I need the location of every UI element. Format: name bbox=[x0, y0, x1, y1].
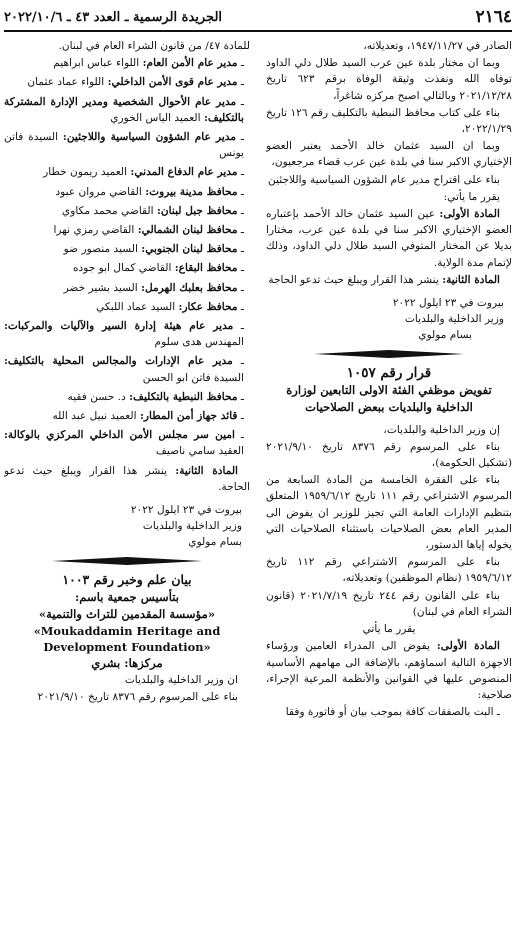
decides-heading: يقرر ما يأتي: bbox=[443, 190, 500, 203]
delegate-person: القاضي رمزي نهرا bbox=[53, 224, 135, 237]
notice-subject: بتأسيس جمعية باسم: bbox=[75, 589, 179, 604]
paragraph: وبما ان مختار بلدة عين عرب السيد طلال دلي الداود توفاه الله ونفذت وثيقة الوفاة برقم ٦٢٣ تاريخ ٢٠٢١/١٢/٢٨ وبالتالي اصبح مركزه شاغراً، bbox=[266, 57, 512, 102]
article-2 bbox=[4, 463, 250, 495]
delegate-title: محافظ النبطية بالتكليف: bbox=[129, 390, 238, 403]
delegate-title: محافظ لبنان الجنوبي: bbox=[141, 243, 238, 256]
article-text: عين السيد عثمان خالد الأحمد بإعتباره العضو الإختياري الاكبر سنا في بلدة عين عرب، مختارا بديلا عن المختار المتوفي السيد طلال دلي الداود، وذلك لإتمام مدة الولاية. bbox=[266, 208, 512, 269]
delegate-person: السيدة فاتن ابو الحسن bbox=[142, 371, 244, 384]
bullet-dash: ـ bbox=[237, 262, 244, 275]
delegate-item bbox=[4, 299, 250, 315]
article-text: ينشر هذا القرار ويبلغ حيث تدعو الحاجة bbox=[268, 273, 439, 286]
bullet-dash: ـ bbox=[236, 131, 244, 144]
article-2 bbox=[266, 272, 512, 288]
delegate-title: محافظ لبنان الشمالي: bbox=[137, 224, 238, 237]
delegates-list bbox=[4, 55, 250, 459]
association-name-en: «Moukaddamin Heritage and Development Foundation» bbox=[33, 623, 221, 654]
signature-date: بيروت في ٢٣ ايلول ٢٠٢٢ bbox=[392, 297, 504, 310]
signature-minister: وزير الداخلية والبلديات bbox=[142, 520, 242, 533]
bullet-dash: ـ bbox=[233, 320, 244, 333]
delegate-item bbox=[4, 318, 250, 350]
delegate-person: العقيد سامي ناصيف bbox=[155, 445, 244, 458]
paragraph: بناء على اقتراح مدير عام الشؤون السياسية واللاجئين bbox=[268, 173, 500, 186]
delegate-person: العميد الياس الخوري bbox=[110, 111, 201, 124]
delegate-person: العميد ريمون خطار bbox=[43, 166, 128, 179]
bullet-dash: ـ bbox=[237, 224, 244, 237]
page-header bbox=[4, 4, 512, 32]
delegate-item bbox=[4, 280, 250, 296]
delegate-person: السيد عماد اللبكي bbox=[96, 300, 176, 313]
delegate-title: محافظ البقاع: bbox=[174, 262, 238, 275]
article-text: ينشر هذا القرار ويبلغ حيث تدعو الحاجة. bbox=[4, 464, 250, 493]
paragraph: بناء على المرسوم الاشتراعي رقم ١١٢ تاريخ ١٩٥٩/٦/١٢ (نظام الموظفين) وتعديلاته، bbox=[266, 556, 512, 585]
paragraph: بناء على كتاب محافظ النبطية بالتكليف رقم ١٢٦ تاريخ ٢٠٢٢/١/٢٩، bbox=[266, 106, 512, 136]
paragraph: إن وزير الداخلية والبلديات، bbox=[383, 423, 500, 436]
bullet-dash: ـ bbox=[237, 57, 244, 70]
notice-title: بيان علم وخبر رقم ١٠٠٣ bbox=[62, 571, 192, 587]
bullet-dash: ـ bbox=[237, 243, 244, 256]
delegate-item bbox=[4, 129, 250, 161]
bullet-dash: ـ bbox=[232, 355, 244, 368]
paragraph: بناء على المرسوم رقم ٨٣٧٦ تاريخ ٢٠٢١/٩/١٠ bbox=[37, 690, 238, 703]
bullet-dash: ـ bbox=[237, 166, 244, 179]
delegate-item bbox=[4, 408, 250, 424]
paragraph: بناء على الفقرة الخامسة من المادة السابعة من المرسوم الاشتراعي رقم ١١١ تاريخ ١٩٥٩/٦/١٢ المتعلق بتنظيم الإدارات العامة التي تجيز للوزير ان يفوض الى المدير العام بعض الصلاحيات باستثناء الصلاحيات التي يخوله إياها الدستور، bbox=[266, 474, 512, 552]
article-text: يفوض الى المدراء العامين ورؤساء الاجهزة التالية اسماؤهم، بالإضافة الى مهامهم الأساسية المنصوص عليها في القوانين والأنظمة المرعية الإجراء، صلاحية: bbox=[266, 640, 512, 701]
headquarters: مركزها: بشري bbox=[91, 655, 163, 670]
paragraph: ان وزير الداخلية والبلديات bbox=[124, 673, 238, 686]
divider-ornament bbox=[52, 556, 202, 566]
delegate-person: اللواء عماد عثمان bbox=[27, 76, 105, 89]
article-label: المادة الأولى: bbox=[439, 208, 500, 221]
bullet-dash: ـ bbox=[237, 185, 244, 198]
delegate-title: محافظ مدينة بيروت: bbox=[145, 185, 238, 198]
paragraph: بناء على القانون رقم ٢٤٤ تاريخ ٢٠٢١/٧/١٩ (قانون الشراء العام في لبنان) bbox=[266, 589, 512, 618]
bullet-dash: ـ bbox=[237, 204, 244, 217]
section-divider bbox=[266, 347, 512, 361]
paragraph: بناء على المرسوم رقم ٨٣٧٦ تاريخ ٢٠٢١/٩/١٠ (تشكيل الحكومة)، bbox=[266, 440, 512, 470]
delegate-item bbox=[4, 222, 250, 238]
delegate-title: مدير عام هيئة إدارة السير والآليات والمركبات: bbox=[4, 320, 234, 333]
decision-title: قرار رقم ١٠٥٧ bbox=[346, 364, 432, 381]
delegate-title: مدير عام قوى الأمن الداخلي: bbox=[107, 76, 238, 89]
bullet-dash: ـ bbox=[237, 300, 244, 313]
running-title: الجريدة الرسمية ـ العدد ٤٣ ـ ٢٠٢٢/١٠/٦ bbox=[4, 9, 223, 25]
paragraph: الصادر في ١٩٤٧/١١/٢٧، وتعديلاته، bbox=[363, 40, 512, 52]
bullet-dash: ـ bbox=[235, 429, 244, 442]
article-1 bbox=[266, 638, 512, 703]
delegate-person: السيد منصور ضو bbox=[63, 243, 138, 256]
decision-subject: تفويض موظفي الفئة الاولى التابعين لوزارة الداخلية والبلديات ببعض الصلاحيات bbox=[286, 382, 492, 414]
delegate-person: القاضي محمد مكاوي bbox=[61, 204, 154, 217]
bullet-dash: ـ bbox=[236, 95, 244, 108]
paragraph: وبما ان السيد عثمان خالد الأحمد يعتبر العضو الإختياري الاكبر سنا في بلدة عين عرب قضاء مرجعيون، bbox=[266, 140, 512, 169]
bullet-dash: ـ bbox=[237, 76, 244, 89]
article-label: المادة الثانية: bbox=[175, 464, 238, 477]
delegate-item bbox=[4, 184, 250, 200]
signature-minister: وزير الداخلية والبلديات bbox=[404, 313, 504, 326]
delegate-title: مدير عام الأمن العام: bbox=[142, 57, 238, 70]
delegate-item bbox=[4, 55, 250, 71]
delegate-item bbox=[4, 427, 250, 459]
article-label: المادة الأولى: bbox=[436, 640, 500, 653]
delegate-item bbox=[4, 164, 250, 180]
right-column bbox=[266, 38, 512, 930]
delegate-person: السيدة فاتن يونس bbox=[4, 131, 244, 160]
signature-date: بيروت في ٢٣ ايلول ٢٠٢٢ bbox=[130, 504, 242, 517]
delegate-item bbox=[4, 260, 250, 276]
page-number: ٢١٦٤ bbox=[475, 7, 512, 27]
delegate-person: القاضي مروان عبود bbox=[55, 185, 142, 198]
delegate-person: العميد نبيل عبد الله bbox=[52, 410, 137, 423]
paragraph: للمادة ٤٧/ من قانون الشراء العام في لبنان. bbox=[58, 40, 250, 52]
delegate-title: امين سر مجلس الأمن الداخلي المركزي بالوكالة: bbox=[4, 429, 235, 442]
delegate-person: المهندس هدى سلوم bbox=[154, 336, 244, 349]
delegate-person: اللواء عباس ابراهيم bbox=[53, 57, 140, 70]
delegate-item bbox=[4, 241, 250, 257]
delegate-title: مدير عام الأحوال الشخصية ومدير الإدارة المشتركة بالتكليف: bbox=[4, 95, 244, 124]
bullet-item: ـ البت بالصفقات كافة بموجب بيان أو فاتورة وفقا bbox=[285, 706, 500, 719]
delegate-title: مدير عام الإدارات والمجالس المحلية بالتكليف: bbox=[4, 355, 233, 368]
delegate-title: محافظ عكار: bbox=[178, 300, 238, 313]
article-label: المادة الثانية: bbox=[442, 273, 500, 286]
article-1 bbox=[266, 206, 512, 271]
section-divider bbox=[4, 554, 250, 568]
bullet-dash: ـ bbox=[237, 390, 244, 403]
delegate-item bbox=[4, 74, 250, 90]
delegate-item bbox=[4, 389, 250, 405]
delegate-item bbox=[4, 353, 250, 385]
association-name-ar: «مؤسسة المقدمين للتراث والتنمية» bbox=[38, 606, 216, 621]
divider-ornament bbox=[314, 349, 464, 359]
left-column bbox=[4, 38, 250, 930]
bullet-dash: ـ bbox=[237, 281, 244, 294]
delegate-item bbox=[4, 203, 250, 219]
delegate-item bbox=[4, 94, 250, 126]
delegate-title: قائد جهاز أمن المطار: bbox=[139, 410, 238, 423]
delegate-person: القاضي كمال ابو جوده bbox=[72, 262, 172, 275]
delegate-person: السيد بشير خضر bbox=[63, 281, 138, 294]
delegate-title: محافظ بعلبك الهرمل: bbox=[141, 281, 238, 294]
decides-heading: يقرر ما يأتي bbox=[362, 623, 416, 636]
delegate-title: مدير عام الشؤون السياسية واللاجئين: bbox=[62, 131, 237, 144]
signature-name: بسام مولوي bbox=[188, 536, 242, 549]
bullet-dash: ـ bbox=[237, 410, 244, 423]
delegate-person: د. حسن فقيه bbox=[67, 390, 126, 403]
signature-name: بسام مولوي bbox=[418, 329, 472, 342]
delegate-title: مدير عام الدفاع المدني: bbox=[130, 166, 238, 179]
delegate-title: محافظ جبل لبنان: bbox=[156, 204, 238, 217]
